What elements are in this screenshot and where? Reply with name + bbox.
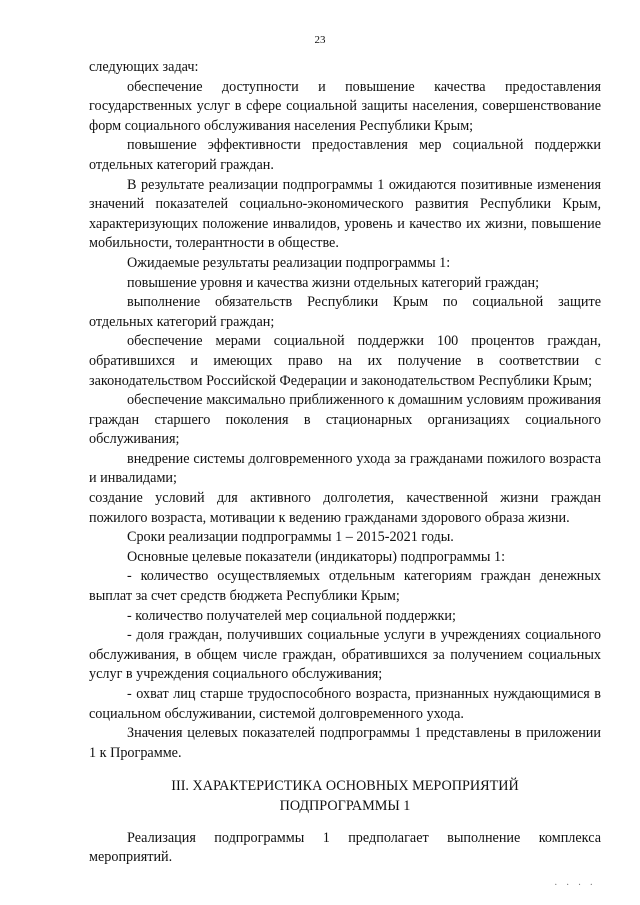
paragraph: Значения целевых показателей подпрограммы 1 представлены в приложении 1 к Программе.: [89, 725, 601, 761]
scan-artifact: · · · ·: [554, 880, 596, 891]
paragraph: - количество получателей мер социальной поддержки;: [127, 607, 456, 624]
paragraph: выполнение обязательств Республики Крым по социальной защите отдельных категорий граждан;: [89, 294, 601, 330]
section-heading: [89, 777, 601, 816]
paragraph: создание условий для активного долголетия, качественной жизни граждан пожилого возраста, мотивации к ведению гражданами здорового образа жизни.: [89, 490, 601, 526]
paragraph: повышение уровня и качества жизни отдельных категорий граждан;: [127, 274, 540, 291]
paragraph: Основные целевые показатели (индикаторы) подпрограммы 1:: [127, 548, 506, 565]
paragraph: обеспечение мерами социальной поддержки 100 процентов граждан, обратившихся и имеющих право на их получение в соответствии с законодательством Российской Федерации и законодательством Республики Крым;: [89, 333, 601, 389]
paragraphs-before: [89, 58, 601, 763]
paragraphs-after: [89, 829, 601, 868]
page-number: 23: [314, 34, 326, 46]
paragraph: внедрение системы долговременного ухода за гражданами пожилого возраста и инвалидами;: [89, 450, 601, 487]
paragraph: - доля граждан, получивших социальные услуги в учреждениях социального обслуживания, в общем числе граждан, обратившихся за получением социальных услуг в учреждения социального обслуживания;: [89, 627, 601, 683]
paragraph: Сроки реализации подпрограммы 1 – 2015-2021 годы.: [127, 529, 454, 546]
section-heading-line-1: III. ХАРАКТЕРИСТИКА ОСНОВНЫХ МЕРОПРИЯТИЙ: [171, 778, 519, 795]
section-heading-line-2: ПОДПРОГРАММЫ 1: [279, 797, 411, 814]
paragraph: Реализация подпрограммы 1 предполагает выполнение комплекса мероприятий.: [89, 829, 601, 866]
document-body: [89, 58, 601, 868]
paragraph: Ожидаемые результаты реализации подпрограммы 1:: [127, 254, 451, 271]
paragraph: обеспечение максимально приближенного к домашним условиям проживания граждан старшего поколения в стационарных организациях социального обслуживания;: [89, 392, 601, 448]
paragraph: следующих задач:: [89, 59, 199, 75]
paragraph: повышение эффективности предоставления мер социальной поддержки отдельных категорий граждан.: [89, 137, 601, 173]
paragraph: - количество осуществляемых отдельным категориям граждан денежных выплат за счет средств бюджета Республики Крым;: [89, 568, 601, 605]
paragraph: В результате реализации подпрограммы 1 ожидаются позитивные изменения значений показателей социально-экономического развития Республики Крым, характеризующих положение инвалидов, уровень и качество их жизни, повышение мобильности, толерантности в обществе.: [89, 176, 601, 252]
paragraph: обеспечение доступности и повышение качества предоставления государственных услуг в сфере социальной защиты населения, совершенствование форм социального обслуживания населения Республики Крым;: [89, 78, 601, 134]
paragraph: - охват лиц старше трудоспособного возраста, признанных нуждающимися в социальном обслуживании, системой долговременного ухода.: [89, 686, 601, 722]
